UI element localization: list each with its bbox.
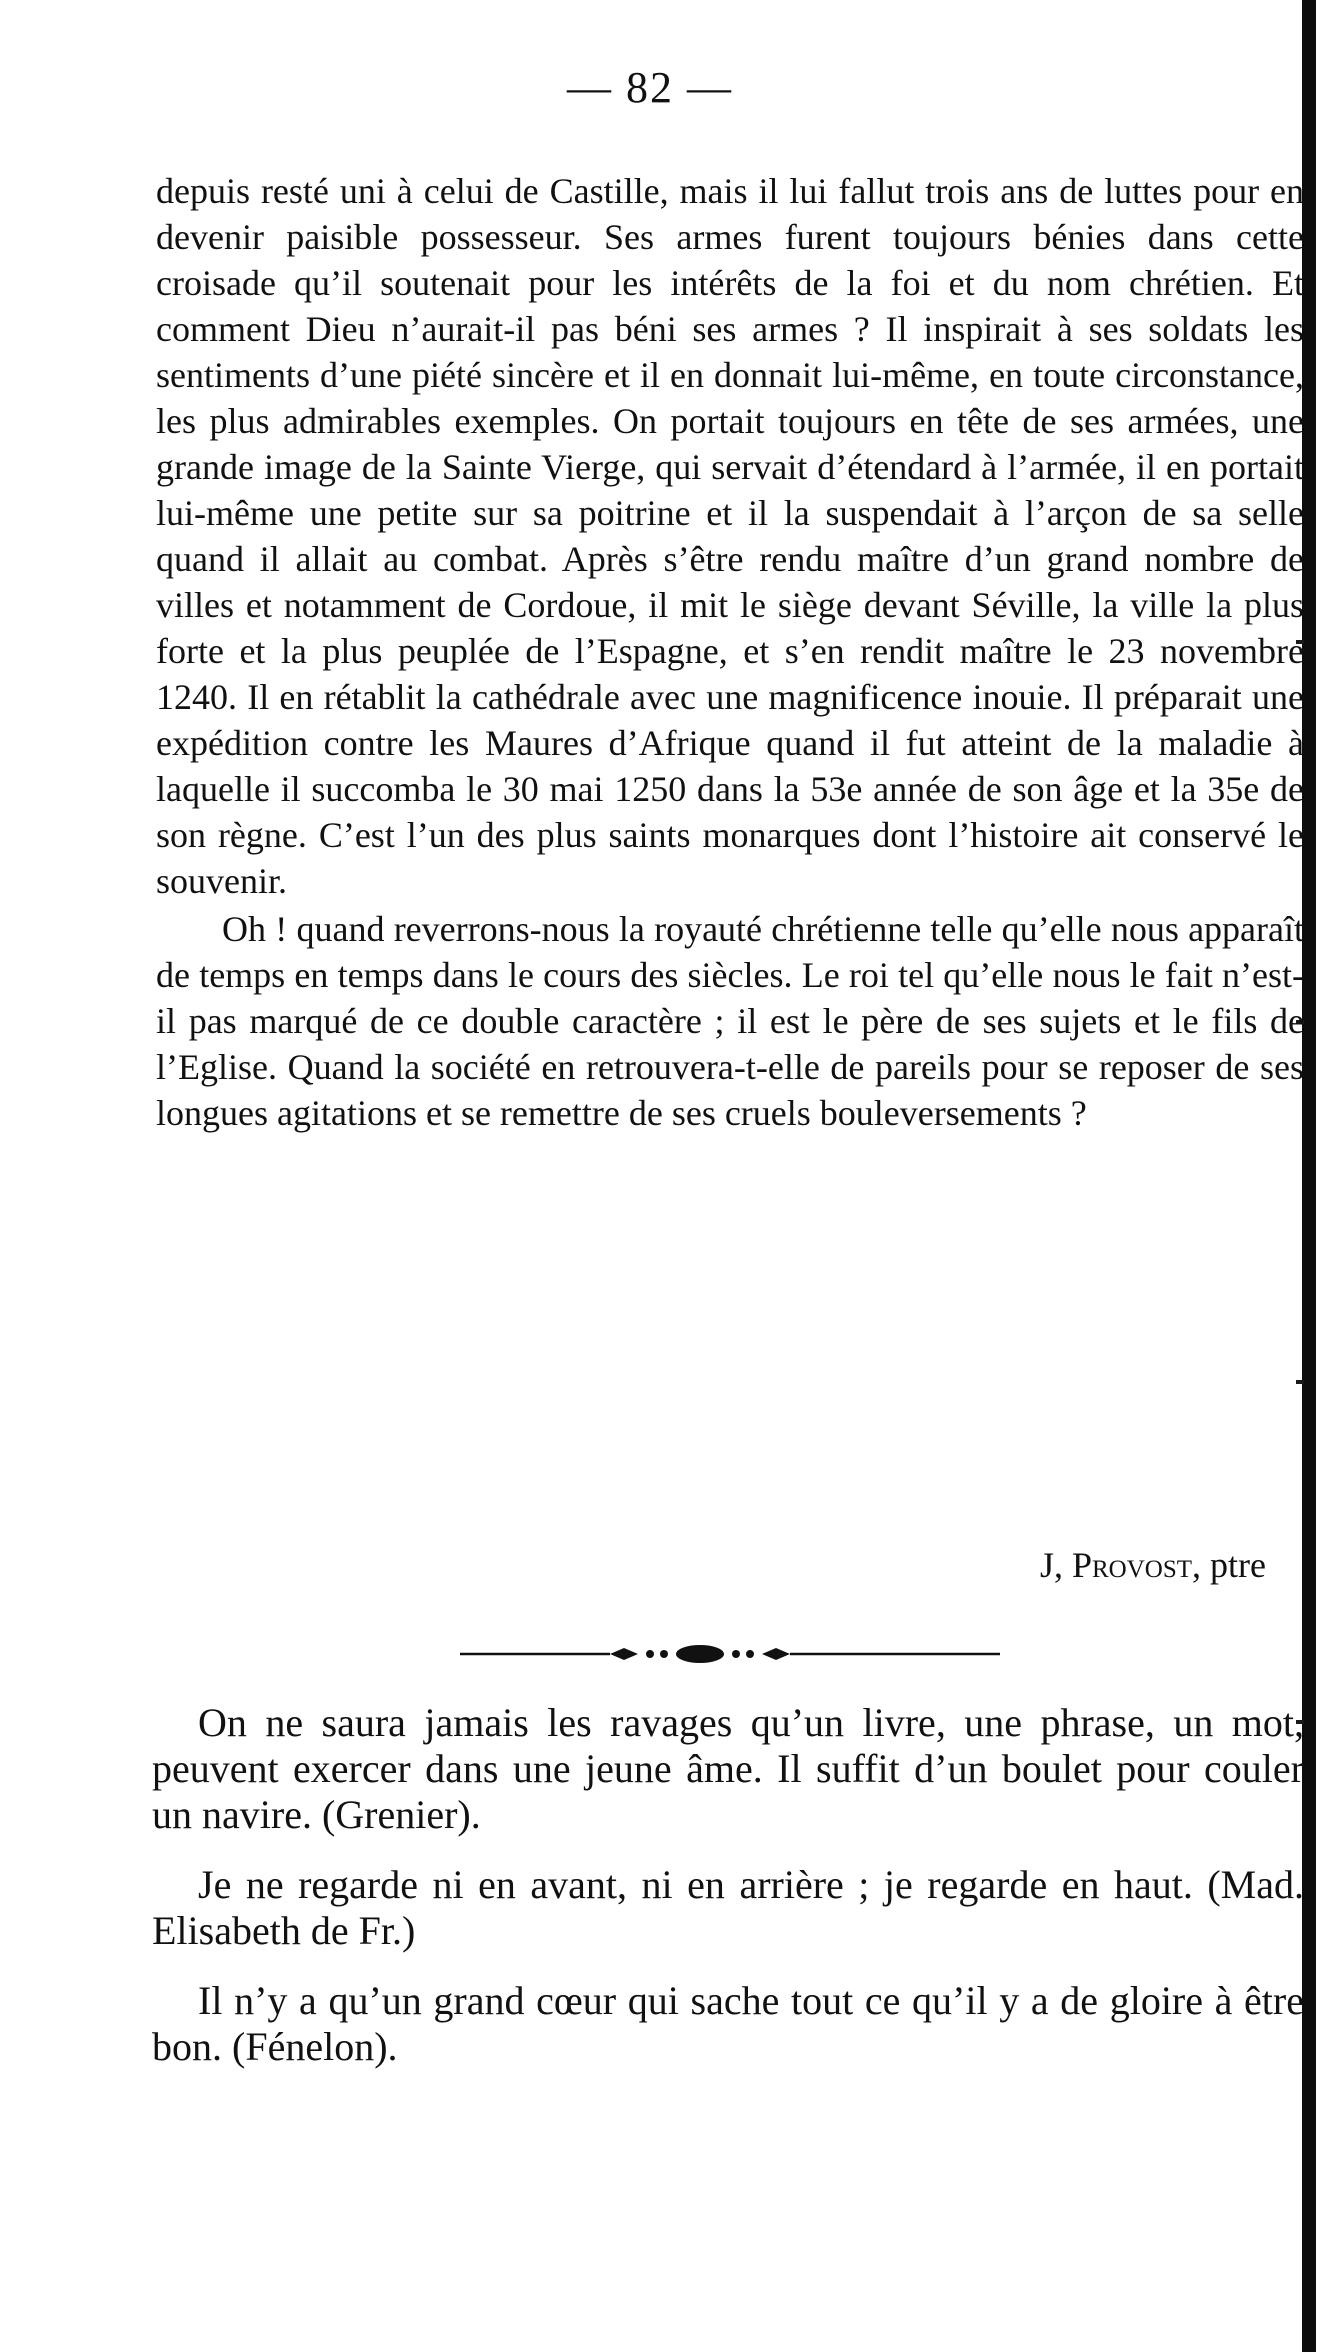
quote: Il n’y a qu’un grand cœur qui sache tout ce qu’il y a de gloire à être bon. (Fénelon). [152,1978,1304,2069]
paragraph: depuis resté uni à celui de Castille, mais il lui fallut trois ans de luttes pour en devenir paisible possesseur. Ses armes furent toujours bénies dans cette croisade qu’il soutenait pour les intérêts de la foi et du nom chrétien. Et comment Dieu n’aurait-il pas béni ses armes ? Il inspirait à ses soldats les sentiments d’une piété sincère et il en donnait lui-même, en toute circonstance, les plus admirables exemples. On portait toujours en tête de ses armées, une grande image de la Sainte Vierge, qui servait d’étendard à l’armée, il en portait lui-même une petite sur sa poitrine et il la suspendait à l’arçon de sa selle quand il allait au combat. Après s’être rendu maître d’un grand nombre de villes et notamment de Cordoue, il mit le siège devant Séville, la ville la plus forte et la plus peuplée de l’Espagne, et s’en rendit maître le 23 novembre 1240. Il en rétablit la cathédrale avec une magnificence inouie. Il préparait une expédition contre les Maures d’Afrique quand il fut atteint de la maladie à laquelle il succomba le 30 mai 1250 dans la 53e année de son âge et la 35e de son règne. C’est l’un des plus saints monarques dont l’histoire ait conservé le souvenir. [156,171,1304,901]
edge-speck [1296,1380,1304,1384]
signature-suffix: , ptre [1192,1545,1266,1585]
quote: On ne saura jamais les ravages qu’un livre, une phrase, un mot, peuvent exercer dans une jeune âme. Il suffit d’un boulet pour couler un navire. (Grenier). [152,1700,1304,1837]
signature-initial: J, [1039,1545,1072,1585]
signature-name: Provost [1071,1545,1193,1585]
quotes-section [152,1700,1304,2094]
ornament-divider [460,1636,1000,1672]
quote: Je ne regarde ni en avant, ni en arrière ; je regarde en haut. (Mad. Elisabeth de Fr.) [152,1862,1304,1953]
main-text [156,168,1304,1136]
paragraph: Oh ! quand reverrons-nous la royauté chrétienne telle qu’elle nous apparaît de temps en temps dans le cours des siècles. Le roi tel qu’elle nous le fait n’est-il pas marqué de ce double caractère ; il est le père de ses sujets et le fils de l’Eglise. Quand la société en retrouvera-t-elle de pareils pour se reposer de ses longues agitations et se remettre de ses cruels bouleversements ? [156,909,1304,1133]
page-edge-shadow [1302,0,1316,2352]
page-number: — 82 — [567,63,733,112]
author-signature [156,1544,1266,1586]
